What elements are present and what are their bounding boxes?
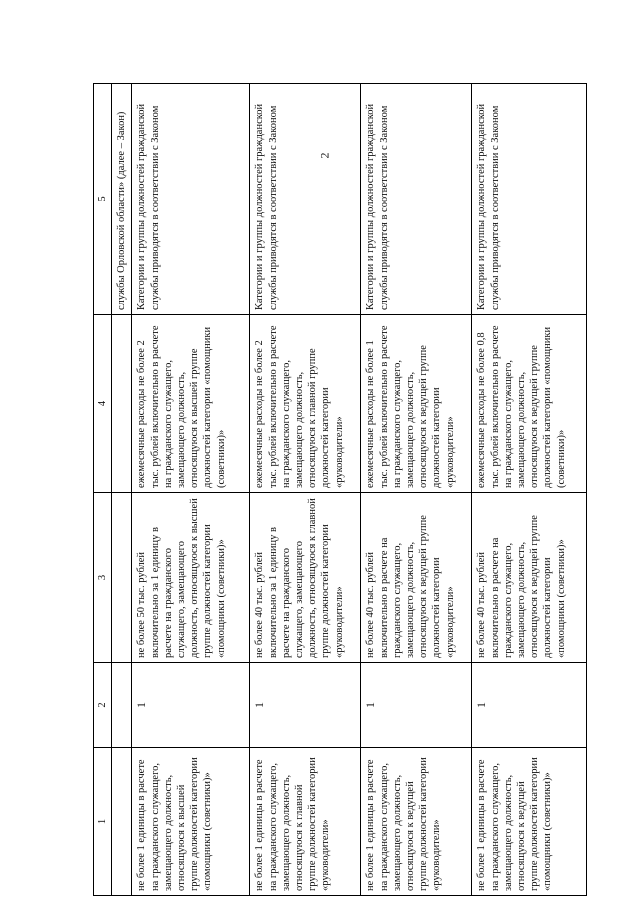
cell-count: 1 [361,663,472,748]
norms-table [93,83,587,896]
cell-note: Категории и группы должностей гражданской службы приводятся в соответствии с Законом [472,84,587,315]
cell-monthly-expense: ежемесячные расходы не более 1 тыс. рублей включительно в расчете на гражданского служащего, замещающего должность, относящуюся к ведущей группе должностей категории «руководители» [361,315,472,493]
cell-price-norm: не более 40 тыс. рублей включительно в расчете на гражданского служащего, замещающего должность, относящуюся к ведущей группе должностей категории «помощники (советники)» [472,493,587,663]
header-col-1: 1 [94,748,112,896]
cont-cell-3 [112,493,132,663]
cell-note: Категории и группы должностей гражданской службы приводятся в соответствии с Законом [361,84,472,315]
cell-quantity-norm: не более 1 единицы в расчете на гражданского служащего, замещающего должность, относящуюся к главной группе должностей категории «руководители» [250,748,361,896]
cell-note: Категории и группы должностей гражданской службы приводятся в соответствии с Законом [250,84,361,315]
cont-cell-2 [112,663,132,748]
cell-count: 1 [250,663,361,748]
page-number: 2 [317,152,332,159]
cell-price-norm: не более 50 тыс. рублей включительно за 1 единицу в расчете на гражданского служащего, замещающего должность, относящуюся к высшей группе должностей категории «помощники (советники)» [132,493,250,663]
cell-monthly-expense: ежемесячные расходы не более 0,8 тыс. рублей включительно в расчете на гражданского служащего, замещающего должность, относящуюся к ведущей группе должностей категории «помощники (советники)» [472,315,587,493]
cell-price-norm: не более 40 тыс. рублей включительно в расчете на гражданского служащего, замещающего должность, относящуюся к ведущей группе должностей категории «руководители» [361,493,472,663]
cont-cell-1 [112,748,132,896]
cell-note: Категории и группы должностей гражданской службы приводятся в соответствии с Законом [132,84,250,315]
table-row [132,84,250,896]
cont-cell-5: службы Орловской области» (далее – Закон) [112,84,132,315]
cell-quantity-norm: не более 1 единицы в расчете на гражданского служащего, замещающего должность, относящуюся к высшей группе должностей категории «помощники (советники)» [132,748,250,896]
cell-monthly-expense: ежемесячные расходы не более 2 тыс. рублей включительно в расчете на гражданского служащего, замещающего должность, относящуюся к высшей группе должностей категории «помощники (советники)» [132,315,250,493]
continuation-row [112,84,132,896]
rotated-table-container [93,84,567,896]
header-col-5: 5 [94,84,112,315]
cell-quantity-norm: не более 1 единицы в расчете на гражданского служащего, замещающего должность, относящуюся к ведущей группе должностей категории «руководители» [361,748,472,896]
cell-count: 1 [132,663,250,748]
header-col-2: 2 [94,663,112,748]
header-col-4: 4 [94,315,112,493]
header-col-3: 3 [94,493,112,663]
table-row [250,84,361,896]
cont-cell-4 [112,315,132,493]
header-row [94,84,112,896]
cell-price-norm: не более 40 тыс. рублей включительно за 1 единицу в расчете на гражданского служащего, замещающего должность, относящуюся к главной группе должностей категории «руководители» [250,493,361,663]
table-row [472,84,587,896]
table-row [361,84,472,896]
cell-quantity-norm: не более 1 единицы в расчете на гражданского служащего, замещающего должность, относящуюся к ведущей группе должностей категории «помощники (советники)» [472,748,587,896]
cell-count: 1 [472,663,587,748]
cell-monthly-expense: ежемесячные расходы не более 2 тыс. рублей включительно в расчете на гражданского служащего, замещающего должность, относящуюся к главной группе должностей категории «руководители» [250,315,361,493]
